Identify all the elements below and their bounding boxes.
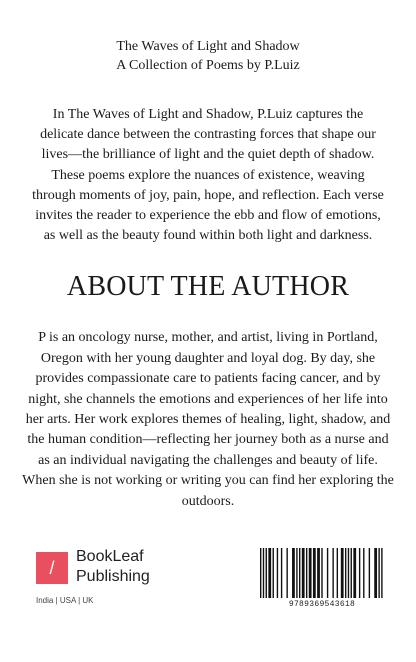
barcode-bars: [258, 548, 386, 598]
barcode-bar: [317, 548, 320, 598]
barcode-bar: [363, 548, 364, 598]
publisher-regions: India | USA | UK: [36, 596, 94, 605]
barcode-bar: [381, 548, 382, 598]
barcode-bar: [313, 548, 316, 598]
barcode-bar: [351, 548, 352, 598]
publisher-logo: [36, 547, 206, 609]
book-blurb: In The Waves of Light and Shadow, P.Luiz captures the delicate dance between the contrasting forces that shape our lives—the brilliance of light and the quiet depth of shadow. These poems explore the nuances of existence, weaving through moments of joy, pain, hope, and reflection. Each verse invites the reader to experience the ebb and flow of emotions, as well as the beauty found within both light and darkness.: [32, 107, 384, 244]
barcode-bar: [263, 548, 264, 598]
barcode-bar: [341, 548, 344, 598]
book-subtitle: A Collection of Poems by P.Luiz: [116, 58, 300, 73]
isbn-number: 9789369543618: [288, 600, 356, 609]
barcode-bar: [345, 548, 346, 598]
author-bio: P is an oncology nurse, mother, and artist, living in Portland, Oregon with her young daughter and loyal dog. By day, she provides compassionate care to patients facing cancer, and by night, she channels the emotions and experiences of her life into her arts. Her work explores themes of healing, light, shadow, and the human condition—reflecting her journey both as a nurse and as an individual navigating the challenges and beauty of life. When she is not working or writing you can find her exploring the outdoors.: [22, 330, 394, 509]
bookleaf-logo-icon: /: [36, 552, 68, 584]
barcode-bar: [299, 548, 300, 598]
barcode-bar: [266, 548, 267, 598]
isbn-barcode: [258, 548, 386, 614]
barcode-bar: [378, 548, 379, 598]
barcode-bar: [268, 548, 271, 598]
barcode-bar: [286, 548, 287, 598]
barcode-bar: [292, 548, 295, 598]
barcode-bar: [337, 548, 338, 598]
barcode-bar: [260, 548, 261, 598]
barcode-bar: [353, 548, 356, 598]
barcode-bar: [327, 548, 328, 598]
barcode-bar: [281, 548, 282, 598]
publisher-name-line2: Publishing: [76, 568, 150, 585]
barcode-bar: [374, 548, 377, 598]
barcode-bar: [359, 548, 360, 598]
about-author-heading: ABOUT THE AUTHOR: [66, 271, 350, 303]
barcode-bar: [306, 548, 307, 598]
barcode-bar: [348, 548, 349, 598]
barcode-bar: [277, 548, 278, 598]
barcode-bar: [302, 548, 305, 598]
book-title: The Waves of Light and Shadow: [116, 39, 300, 54]
publisher-name: [76, 547, 150, 587]
barcode-bar: [296, 548, 297, 598]
barcode-bar: [273, 548, 274, 598]
barcode-bar: [332, 548, 333, 598]
barcode-bar: [369, 548, 370, 598]
publisher-name-line1: BookLeaf: [76, 548, 144, 565]
barcode-bar: [309, 548, 312, 598]
barcode-bar: [321, 548, 322, 598]
